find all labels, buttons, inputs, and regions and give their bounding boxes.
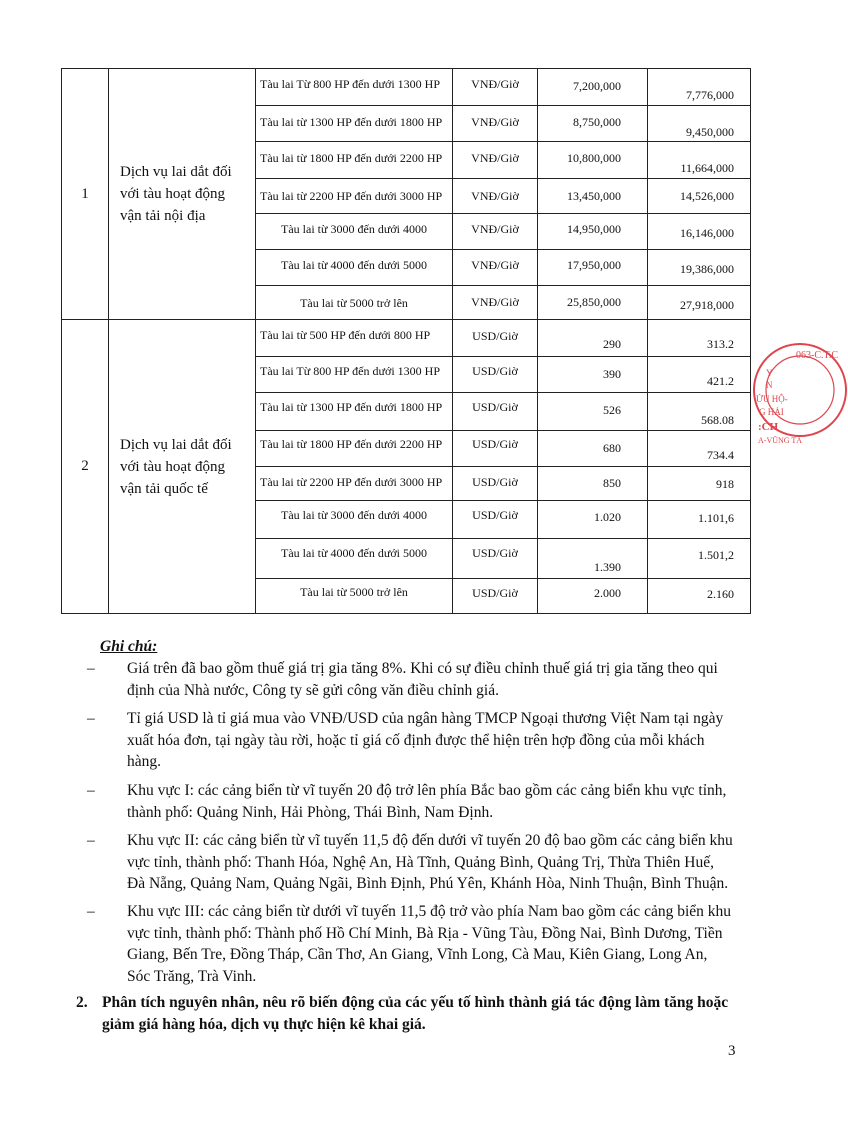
unit-cell: [453, 467, 538, 501]
price-with-vat-cell: [648, 106, 751, 142]
unit-cell: [453, 320, 538, 357]
price-with-vat: 16,146,000: [680, 226, 734, 240]
price: 850: [603, 476, 621, 490]
tugboat-type: Tàu lai từ 500 HP đến dưới 800 HP: [260, 328, 431, 342]
price-with-vat-cell: [648, 179, 751, 214]
note-line: vực tỉnh, thành phố: Thanh Hóa, Nghệ An, Hà Tĩnh, Quảng Bình, Quảng Trị, Thừa Thiên Huế,: [127, 853, 714, 871]
note-line: Khu vực I: các cảng biển từ vĩ tuyến 20 độ trở lên phía Bắc bao gồm các cảng biển khu vực tỉnh,: [127, 782, 727, 799]
stamp-text: N: [766, 380, 773, 390]
note-line: xuất hóa đơn, tại ngày tàu rời, hoặc tỉ giá cố định được thể hiện trên hợp đồng của mỗi khách: [127, 731, 705, 749]
note-dash: –: [87, 832, 95, 849]
note-line: thành phố: Quảng Ninh, Hải Phòng, Thái Bình, Nam Định.: [127, 803, 494, 821]
unit: USD/Giờ: [472, 437, 518, 451]
section-title-line: giảm giá hàng hóa, dịch vụ thực hiện kê khai giá.: [102, 1016, 426, 1033]
tugboat-type: Tàu lai từ 5000 trở lên: [300, 296, 408, 310]
tugboat-type: Tàu lai từ 1800 HP đến dưới 2200 HP: [260, 151, 443, 165]
unit: USD/Giờ: [472, 475, 518, 489]
price-cell: [538, 501, 648, 539]
unit: VNĐ/Giờ: [471, 258, 519, 272]
stamp-text: :CH: [758, 421, 779, 433]
unit: VNĐ/Giờ: [471, 295, 519, 309]
unit: USD/Giờ: [472, 546, 518, 560]
note-line: Tỉ giá USD là tỉ giá mua vào VNĐ/USD của ngân hàng TMCP Ngoại thương Việt Nam tại ngày: [127, 710, 724, 727]
price-with-vat: 568.08: [701, 413, 734, 427]
table-row: [62, 69, 751, 106]
unit-cell: [453, 286, 538, 320]
price-with-vat-cell: [648, 286, 751, 320]
unit-cell: [453, 142, 538, 179]
price-cell: [538, 467, 648, 501]
unit-cell: [453, 431, 538, 467]
price-table: [61, 68, 751, 614]
price-cell: [538, 214, 648, 250]
price: 7,200,000: [573, 79, 621, 93]
unit-cell: [453, 250, 538, 286]
unit-cell: [453, 179, 538, 214]
tugboat-type: Tàu lai từ 1800 HP đến dưới 2200 HP: [260, 437, 443, 451]
tugboat-type: Tàu lai từ 1300 HP đến dưới 1800 HP: [260, 400, 443, 414]
price-cell: [538, 142, 648, 179]
company-stamp: [752, 342, 848, 445]
row-number: 2: [62, 320, 109, 614]
unit: USD/Giờ: [472, 364, 518, 378]
price-cell: [538, 431, 648, 467]
tugboat-type-cell: [256, 467, 453, 501]
note-text: [127, 658, 757, 701]
unit: USD/Giờ: [472, 329, 518, 343]
tugboat-type-cell: [256, 142, 453, 179]
price-with-vat-cell: [648, 320, 751, 357]
stamp-text: A-VŨNG TÀ: [758, 436, 803, 445]
note-dash: –: [87, 782, 95, 799]
price-with-vat-cell: [648, 250, 751, 286]
tugboat-type-cell: [256, 579, 453, 614]
tugboat-type: Tàu lai từ 3000 đến dưới 4000: [281, 222, 427, 236]
price-with-vat-cell: [648, 357, 751, 393]
unit-cell: [453, 106, 538, 142]
note-dash: –: [87, 660, 95, 677]
service-name: [109, 69, 256, 320]
tugboat-type-cell: [256, 106, 453, 142]
tugboat-type-cell: [256, 250, 453, 286]
unit: VNĐ/Giờ: [471, 115, 519, 129]
price-with-vat: 9,450,000: [686, 125, 734, 139]
price-with-vat: 19,386,000: [680, 262, 734, 276]
stamp-text: 063-C.T.C: [796, 350, 839, 361]
price-with-vat: 734.4: [707, 448, 734, 462]
tugboat-type: Tàu lai từ 1300 HP đến dưới 1800 HP: [260, 115, 443, 129]
price: 290: [603, 337, 621, 351]
stamp-text: ỨU HỘ-: [756, 394, 788, 404]
note-line: Khu vực III: các cảng biển từ dưới vĩ tuyến 11,5 độ trở vào phía Nam bao gồm các cảng biển khu: [127, 903, 732, 920]
note-dash: –: [87, 710, 95, 727]
price-with-vat: 918: [716, 477, 734, 491]
tugboat-type: Tàu lai từ 4000 đến dưới 5000: [281, 258, 427, 272]
price: 390: [603, 367, 621, 381]
price-cell: [538, 539, 648, 579]
price-with-vat: 2.160: [707, 587, 734, 601]
table-row: [62, 320, 751, 357]
price-with-vat: 27,918,000: [680, 298, 734, 312]
price-with-vat-cell: [648, 69, 751, 106]
unit: VNĐ/Giờ: [471, 222, 519, 236]
unit: USD/Giờ: [472, 586, 518, 600]
unit: VNĐ/Giờ: [471, 151, 519, 165]
price-with-vat-cell: [648, 467, 751, 501]
note-line: Giang, Bến Tre, Đồng Tháp, Cần Thơ, An Giang, Vĩnh Long, Cà Mau, Kiên Giang, Long An,: [127, 946, 708, 963]
tugboat-type: Tàu lai Từ 800 HP đến dưới 1300 HP: [260, 364, 441, 378]
service-name-line: vận tải nội địa: [120, 208, 206, 224]
tugboat-type-cell: [256, 69, 453, 106]
price: 2.000: [594, 586, 621, 600]
price: 10,800,000: [567, 151, 621, 165]
notes-title: Ghi chú:: [100, 638, 158, 655]
note-text: [127, 830, 757, 895]
page-number: 3: [728, 1043, 736, 1059]
price: 25,850,000: [567, 295, 621, 309]
note-line: vực tỉnh, thành phố: Thành phố Hồ Chí Minh, Bà Rịa - Vũng Tàu, Đồng Nai, Bình Dương, Tiền: [127, 924, 723, 942]
note-text: [127, 901, 757, 987]
price: 17,950,000: [567, 258, 621, 272]
tugboat-type: Tàu lai từ 5000 trở lên: [300, 585, 408, 599]
tugboat-type: Tàu lai từ 4000 đến dưới 5000: [281, 546, 427, 560]
unit: VNĐ/Giờ: [471, 77, 519, 91]
tugboat-type-cell: [256, 539, 453, 579]
price-cell: [538, 179, 648, 214]
note-line: Khu vực II: các cảng biển từ vĩ tuyến 11,5 độ đến dưới vĩ tuyến 20 độ bao gồm các cảng biển khu: [127, 832, 733, 849]
price-with-vat: 7,776,000: [686, 88, 734, 102]
price: 8,750,000: [573, 115, 621, 129]
price: 13,450,000: [567, 189, 621, 203]
price: 526: [603, 403, 621, 417]
note-line: hàng.: [127, 753, 162, 770]
service-name-line: Dịch vụ lai dắt đối: [120, 164, 232, 180]
section-title-line: Phân tích nguyên nhân, nêu rõ biến động của các yếu tố hình thành giá tác động làm tăng hoặc: [102, 994, 729, 1011]
section-title: [102, 992, 762, 1036]
stamp-text: G HẢI: [759, 407, 784, 417]
tugboat-type: Tàu lai từ 3000 đến dưới 4000: [281, 508, 427, 522]
price-with-vat-cell: [648, 501, 751, 539]
price-cell: [538, 250, 648, 286]
stamp-text: Y: [766, 368, 773, 378]
service-name-line: với tàu hoạt động: [120, 186, 225, 202]
unit-cell: [453, 539, 538, 579]
tugboat-type: Tàu lai Từ 800 HP đến dưới 1300 HP: [260, 77, 441, 91]
tugboat-type: Tàu lai từ 2200 HP đến dưới 3000 HP: [260, 189, 443, 203]
note-line: định của Nhà nước, Công ty sẽ gửi công văn điều chỉnh giá.: [127, 681, 499, 699]
service-name-line: Dịch vụ lai dắt đối: [120, 436, 232, 453]
price-with-vat: 14,526,000: [680, 189, 734, 203]
tugboat-type: Tàu lai từ 2200 HP đến dưới 3000 HP: [260, 475, 443, 489]
price-cell: [538, 393, 648, 431]
price-cell: [538, 579, 648, 614]
tugboat-type-cell: [256, 320, 453, 357]
tugboat-type-cell: [256, 214, 453, 250]
note-line: Sóc Trăng, Trà Vinh.: [127, 967, 257, 985]
tugboat-type-cell: [256, 431, 453, 467]
price: 1.020: [594, 510, 621, 524]
price: 14,950,000: [567, 222, 621, 236]
price-cell: [538, 320, 648, 357]
unit: USD/Giờ: [472, 400, 518, 414]
tugboat-type-cell: [256, 501, 453, 539]
row-number: 1: [62, 69, 109, 320]
note-line: Đà Nẵng, Quảng Nam, Quảng Ngãi, Bình Định, Phú Yên, Khánh Hòa, Ninh Thuận, Bình Thuận.: [127, 875, 729, 892]
note-text: [127, 780, 757, 823]
price: 680: [603, 441, 621, 455]
price-cell: [538, 106, 648, 142]
price-with-vat-cell: [648, 431, 751, 467]
price-with-vat: 1.101,6: [698, 511, 734, 525]
price-cell: [538, 357, 648, 393]
unit: VNĐ/Giờ: [471, 189, 519, 203]
price-with-vat-cell: [648, 539, 751, 579]
price-with-vat-cell: [648, 142, 751, 179]
unit: USD/Giờ: [472, 508, 518, 522]
unit-cell: [453, 579, 538, 614]
price-with-vat: 313.2: [707, 337, 734, 351]
tugboat-type-cell: [256, 393, 453, 431]
unit-cell: [453, 393, 538, 431]
price-with-vat-cell: [648, 214, 751, 250]
price-with-vat: 1.501,2: [698, 548, 734, 562]
unit-cell: [453, 69, 538, 106]
price-with-vat: 421.2: [707, 374, 734, 388]
service-name: [109, 320, 256, 614]
tugboat-type-cell: [256, 357, 453, 393]
tugboat-type-cell: [256, 286, 453, 320]
price: 1.390: [594, 560, 621, 574]
unit-cell: [453, 501, 538, 539]
price-cell: [538, 69, 648, 106]
note-dash: –: [87, 903, 95, 920]
service-name-line: vận tải quốc tế: [120, 480, 208, 497]
service-name-line: với tàu hoạt động: [120, 458, 225, 475]
price-with-vat-cell: [648, 393, 751, 431]
price-with-vat: 11,664,000: [680, 161, 734, 175]
unit-cell: [453, 357, 538, 393]
note-line: Giá trên đã bao gồm thuế giá trị gia tăng 8%. Khi có sự điều chỉnh thuế giá trị gia tăng theo qui: [127, 660, 718, 677]
price-cell: [538, 286, 648, 320]
unit-cell: [453, 214, 538, 250]
section-number: 2.: [76, 994, 88, 1011]
tugboat-type-cell: [256, 179, 453, 214]
price-with-vat-cell: [648, 579, 751, 614]
note-text: [127, 708, 757, 773]
